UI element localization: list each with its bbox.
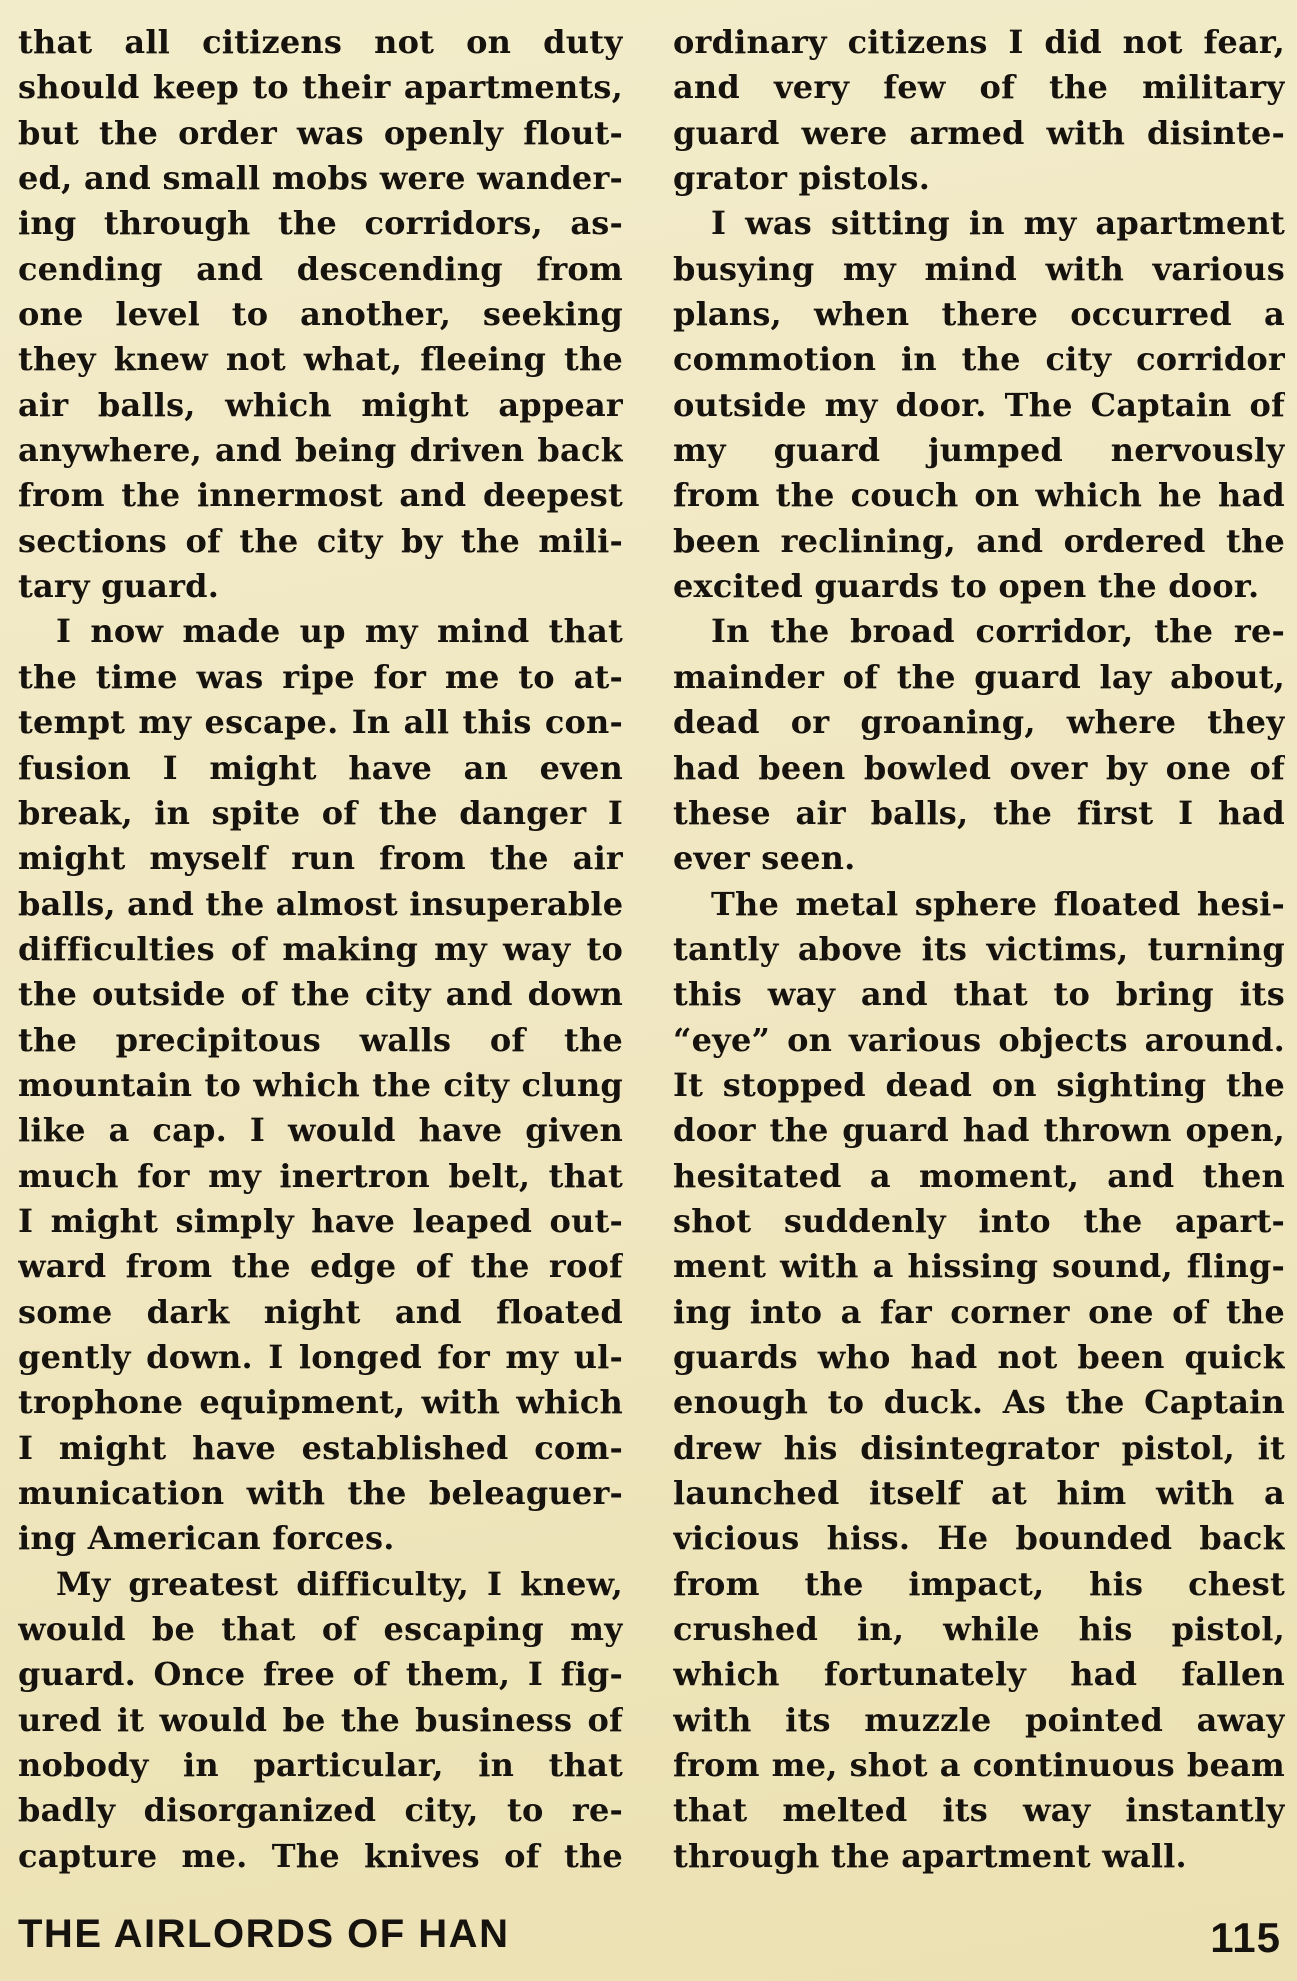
text-line: the time was ripe for me to at- (18, 657, 623, 696)
text-line: ment with a hissing sound, fling- (673, 1247, 1285, 1286)
text-line: anywhere, and being driven back (18, 431, 623, 470)
text-line: I might simply have leaped out- (18, 1201, 623, 1240)
text-line: crushed in, while his pistol, (673, 1610, 1285, 1649)
text-line: badly disorganized city, to re- (18, 1791, 623, 1830)
text-line: these air balls, the first I had (673, 793, 1285, 832)
page-footer (18, 1912, 1281, 1962)
text-line: the precipitous walls of the (18, 1020, 623, 1059)
text-line: My greatest difficulty, I knew, (56, 1564, 623, 1603)
text-line: ed, and small mobs were wander- (18, 159, 623, 198)
text-line: “eye” on various objects around. (673, 1020, 1285, 1059)
text-line: they knew not what, fleeing the (18, 340, 623, 379)
text-line: outside my door. The Captain of (673, 385, 1285, 424)
text-line: much for my inertron belt, that (18, 1156, 623, 1195)
text-line: from me, shot a continuous beam (673, 1746, 1285, 1785)
text-line: might myself run from the air (18, 839, 623, 878)
text-line: should keep to their apartments, (18, 68, 623, 107)
text-line: launched itself at him with a (673, 1474, 1285, 1512)
text-line: It stopped dead on sighting the (673, 1065, 1285, 1104)
text-line: through the apartment wall. (673, 1836, 1187, 1875)
text-line: and very few of the military (673, 68, 1285, 107)
text-line: with its muzzle pointed away (673, 1700, 1285, 1739)
text-line: capture me. The knives of the (18, 1836, 623, 1875)
text-line: been reclining, and ordered the (673, 521, 1285, 560)
text-line: ing into a far corner one of the (673, 1292, 1285, 1331)
text-line: I might have established com- (18, 1428, 623, 1467)
text-line: In the broad corridor, the re- (711, 612, 1285, 651)
text-line: had been bowled over by one of (673, 748, 1285, 787)
text-line: enough to duck. As the Captain (673, 1383, 1285, 1422)
text-line: The metal sphere floated hesi- (711, 884, 1285, 923)
text-line: my guard jumped nervously (673, 431, 1285, 470)
text-line: trophone equipment, with which (18, 1383, 623, 1422)
text-line: some dark night and floated (18, 1292, 623, 1331)
text-line: from the couch on which he had (673, 476, 1285, 515)
text-line: ing American forces. (18, 1519, 395, 1558)
text-line: balls, and the almost insuperable (18, 884, 623, 923)
text-line: mountain to which the city clung (18, 1065, 623, 1104)
text-line: ured it would be the business of (18, 1700, 623, 1739)
text-line: like a cap. I would have given (18, 1111, 623, 1150)
text-line: from the innermost and deepest (18, 476, 623, 515)
text-line: which fortunately had fallen (673, 1655, 1285, 1694)
text-line: but the order was openly flout- (18, 113, 623, 152)
text-line: hesitated a moment, and then (673, 1156, 1285, 1195)
right-column (673, 20, 1285, 1879)
text-line: drew his disintegrator pistol, it (673, 1428, 1285, 1467)
text-line: would be that of escaping my (18, 1610, 623, 1649)
text-line: difficulties of making my way to (18, 929, 623, 968)
left-column (18, 20, 623, 1879)
text-line: grator pistols. (673, 159, 931, 198)
text-line: the outside of the city and down (18, 975, 623, 1014)
text-line: busying my mind with various (673, 249, 1285, 288)
text-line: I was sitting in my apartment (711, 204, 1285, 243)
text-line: from the impact, his chest (673, 1564, 1285, 1603)
text-line: ing through the corridors, as- (18, 204, 623, 243)
text-line: tempt my escape. In all this con- (18, 703, 623, 742)
text-line: mainder of the guard lay about, (673, 657, 1285, 696)
text-line: guard. Once free of them, I fig- (18, 1655, 623, 1694)
text-line: tary guard. (18, 567, 220, 606)
text-line: plans, when there occurred a (673, 295, 1285, 334)
text-line: vicious hiss. He bounded back (673, 1519, 1285, 1558)
text-line: ward from the edge of the roof (18, 1247, 623, 1286)
text-line: ordinary citizens I did not fear, (673, 23, 1285, 61)
text-line: gently down. I longed for my ul- (18, 1337, 623, 1376)
text-line: that all citizens not on duty (18, 23, 623, 61)
text-line: sections of the city by the mili- (18, 521, 623, 560)
text-columns (18, 20, 1285, 1879)
text-line: nobody in particular, in that (18, 1746, 623, 1785)
text-line: air balls, which might appear (18, 385, 623, 424)
text-line: one level to another, seeking (18, 295, 623, 334)
text-line: door the guard had thrown open, (673, 1111, 1285, 1150)
text-line: I now made up my mind that (56, 612, 623, 651)
text-line: commotion in the city corridor (673, 340, 1285, 379)
text-line: shot suddenly into the apart- (673, 1201, 1285, 1240)
text-line: dead or groaning, where they (673, 703, 1285, 742)
text-line: fusion I might have an even (18, 748, 623, 787)
text-line: munication with the beleaguer- (18, 1474, 623, 1512)
text-line: that melted its way instantly (673, 1791, 1285, 1830)
running-title: THE AIRLORDS OF HAN (18, 1912, 510, 1956)
page-number: 115 (1210, 1914, 1281, 1961)
text-line: break, in spite of the danger I (18, 793, 623, 832)
text-line: excited guards to open the door. (673, 567, 1260, 606)
text-line: ever seen. (673, 839, 856, 878)
text-line: guards who had not been quick (673, 1337, 1285, 1376)
text-line: this way and that to bring its (673, 975, 1285, 1014)
text-line: guard were armed with disinte- (673, 113, 1285, 152)
text-line: tantly above its victims, turning (673, 929, 1285, 968)
text-line: cending and descending from (18, 249, 623, 288)
